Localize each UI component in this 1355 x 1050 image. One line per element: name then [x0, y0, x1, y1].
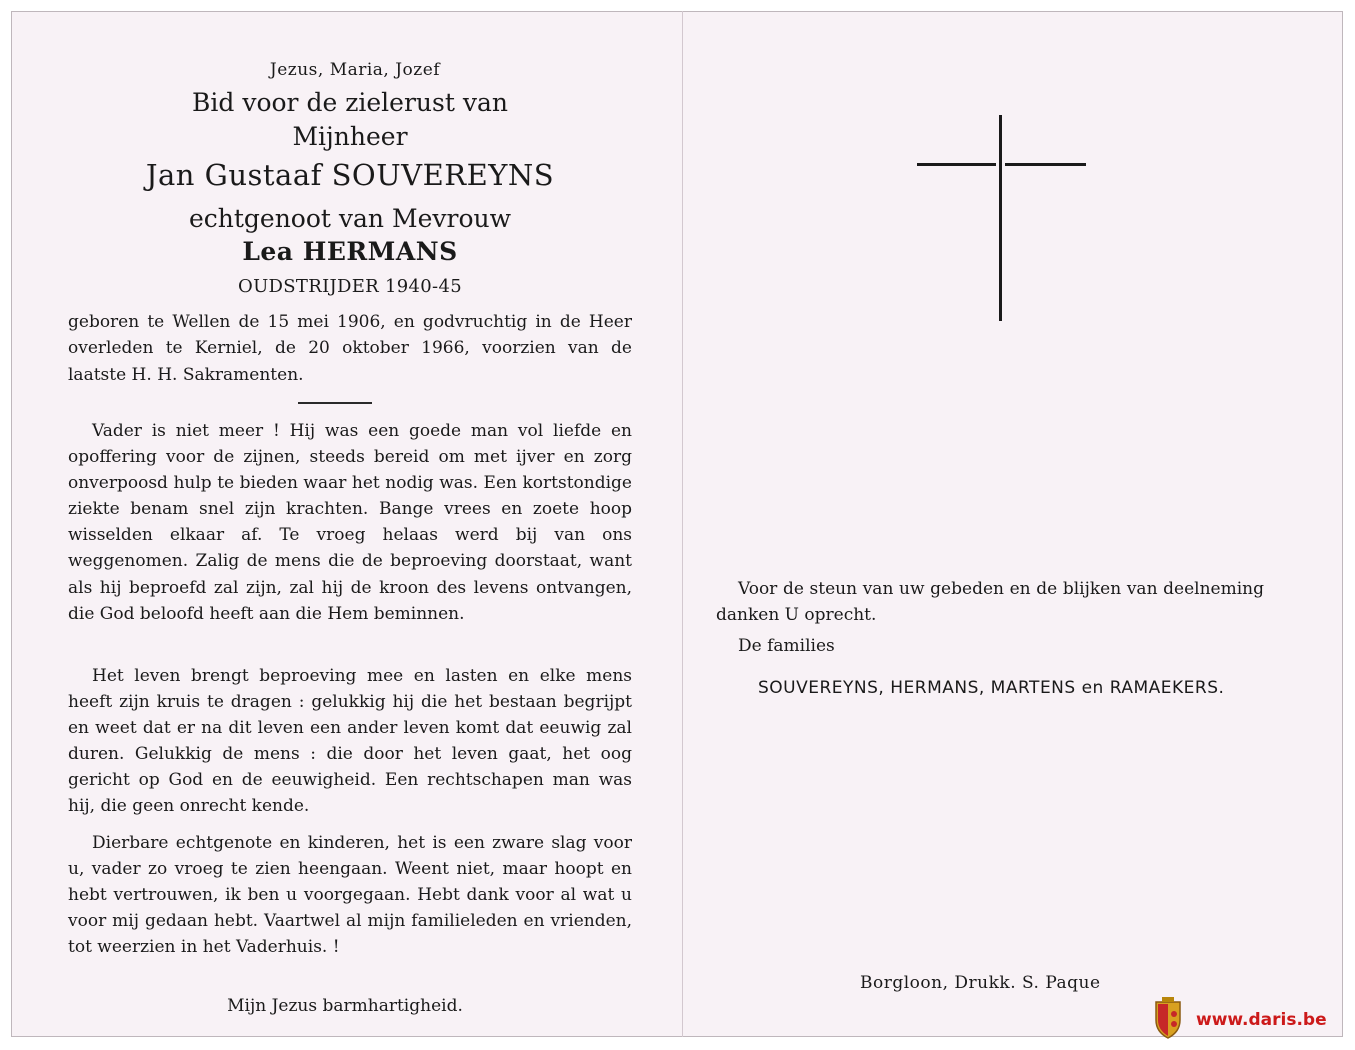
veteran-title: OUDSTRIJDER 1940-45 [238, 276, 462, 297]
paragraph-2: Het leven brengt beproeving mee en lasten en elke mens heeft zijn kruis te dragen : gelukkig hij die het bestaan begrijpt en weet dat er na dit leven een ander leven komt dat eeuwig zal duren. Gelukkig de mens : die door het leven gaat, het oog gericht op God en de eeuwigheid. Een rechtschapen man was hij, die geen onrecht kende. [68, 666, 632, 817]
honorific-title: Mijnheer [292, 122, 408, 151]
invocation: Jezus, Maria, Jozef [269, 60, 441, 80]
spouse-name: Lea HERMANS [242, 237, 458, 266]
closing-prayer: Mijn Jezus barmhartigheid. [227, 996, 463, 1016]
birth-death-text: geboren te Wellen de 15 mei 1906, en godvruchtig in de Heer overleden te Kerniel, de 20 oktober 1966, voorzien van de laatste H. H. Sakramenten. [68, 312, 632, 385]
thanks-text: Voor de steun van uw gebeden en de blijken van deelneming danken U oprecht. [716, 579, 1264, 625]
spouse-intro: echtgenoot van Mevrouw [188, 204, 512, 233]
card-fold [682, 11, 683, 1037]
heraldic-shield-icon [1152, 996, 1184, 1040]
separator-rule [298, 402, 372, 404]
family-names: SOUVEREYNS, HERMANS, MARTENS en RAMAEKERS. [758, 678, 1225, 698]
printer-credit: Borgloon, Drukk. S. Paque [860, 973, 1101, 993]
paragraph-3: Dierbare echtgenote en kinderen, het is een zware slag voor u, vader zo vroeg te zien heengaan. Weent niet, maar hoopt en hebt vertrouwen, ik ben u voorgegaan. Hebt dank voor al wat u voor mij gedaan hebt. Vaartwel al mijn familieleden en vrienden, tot weerzien in het Vaderhuis. ! [68, 833, 632, 958]
deceased-name: Jan Gustaaf SOUVEREYNS [145, 158, 555, 192]
prayer-line: Bid voor de zielerust van [192, 88, 508, 117]
families-label: De families [738, 636, 835, 656]
website-watermark[interactable]: www.daris.be [1196, 1010, 1327, 1030]
paragraph-1: Vader is niet meer ! Hij was een goede man vol liefde en opoffering voor de zijnen, steeds bereid om met ijver en zorg onverpoosd hulp te bieden waar het nodig was. Een kortstondige ziekte benam snel zijn krachten. Bange vrees en zoete hoop wisselden elkaar af. Te vroeg helaas werd bij van ons weggenomen. Zalig de mens die de beproeving doorstaat, want als hij beproefd zal zijn, zal hij de kroon des levens ontvangen, die God beloofd heeft aan die Hem beminnen. [68, 421, 632, 624]
